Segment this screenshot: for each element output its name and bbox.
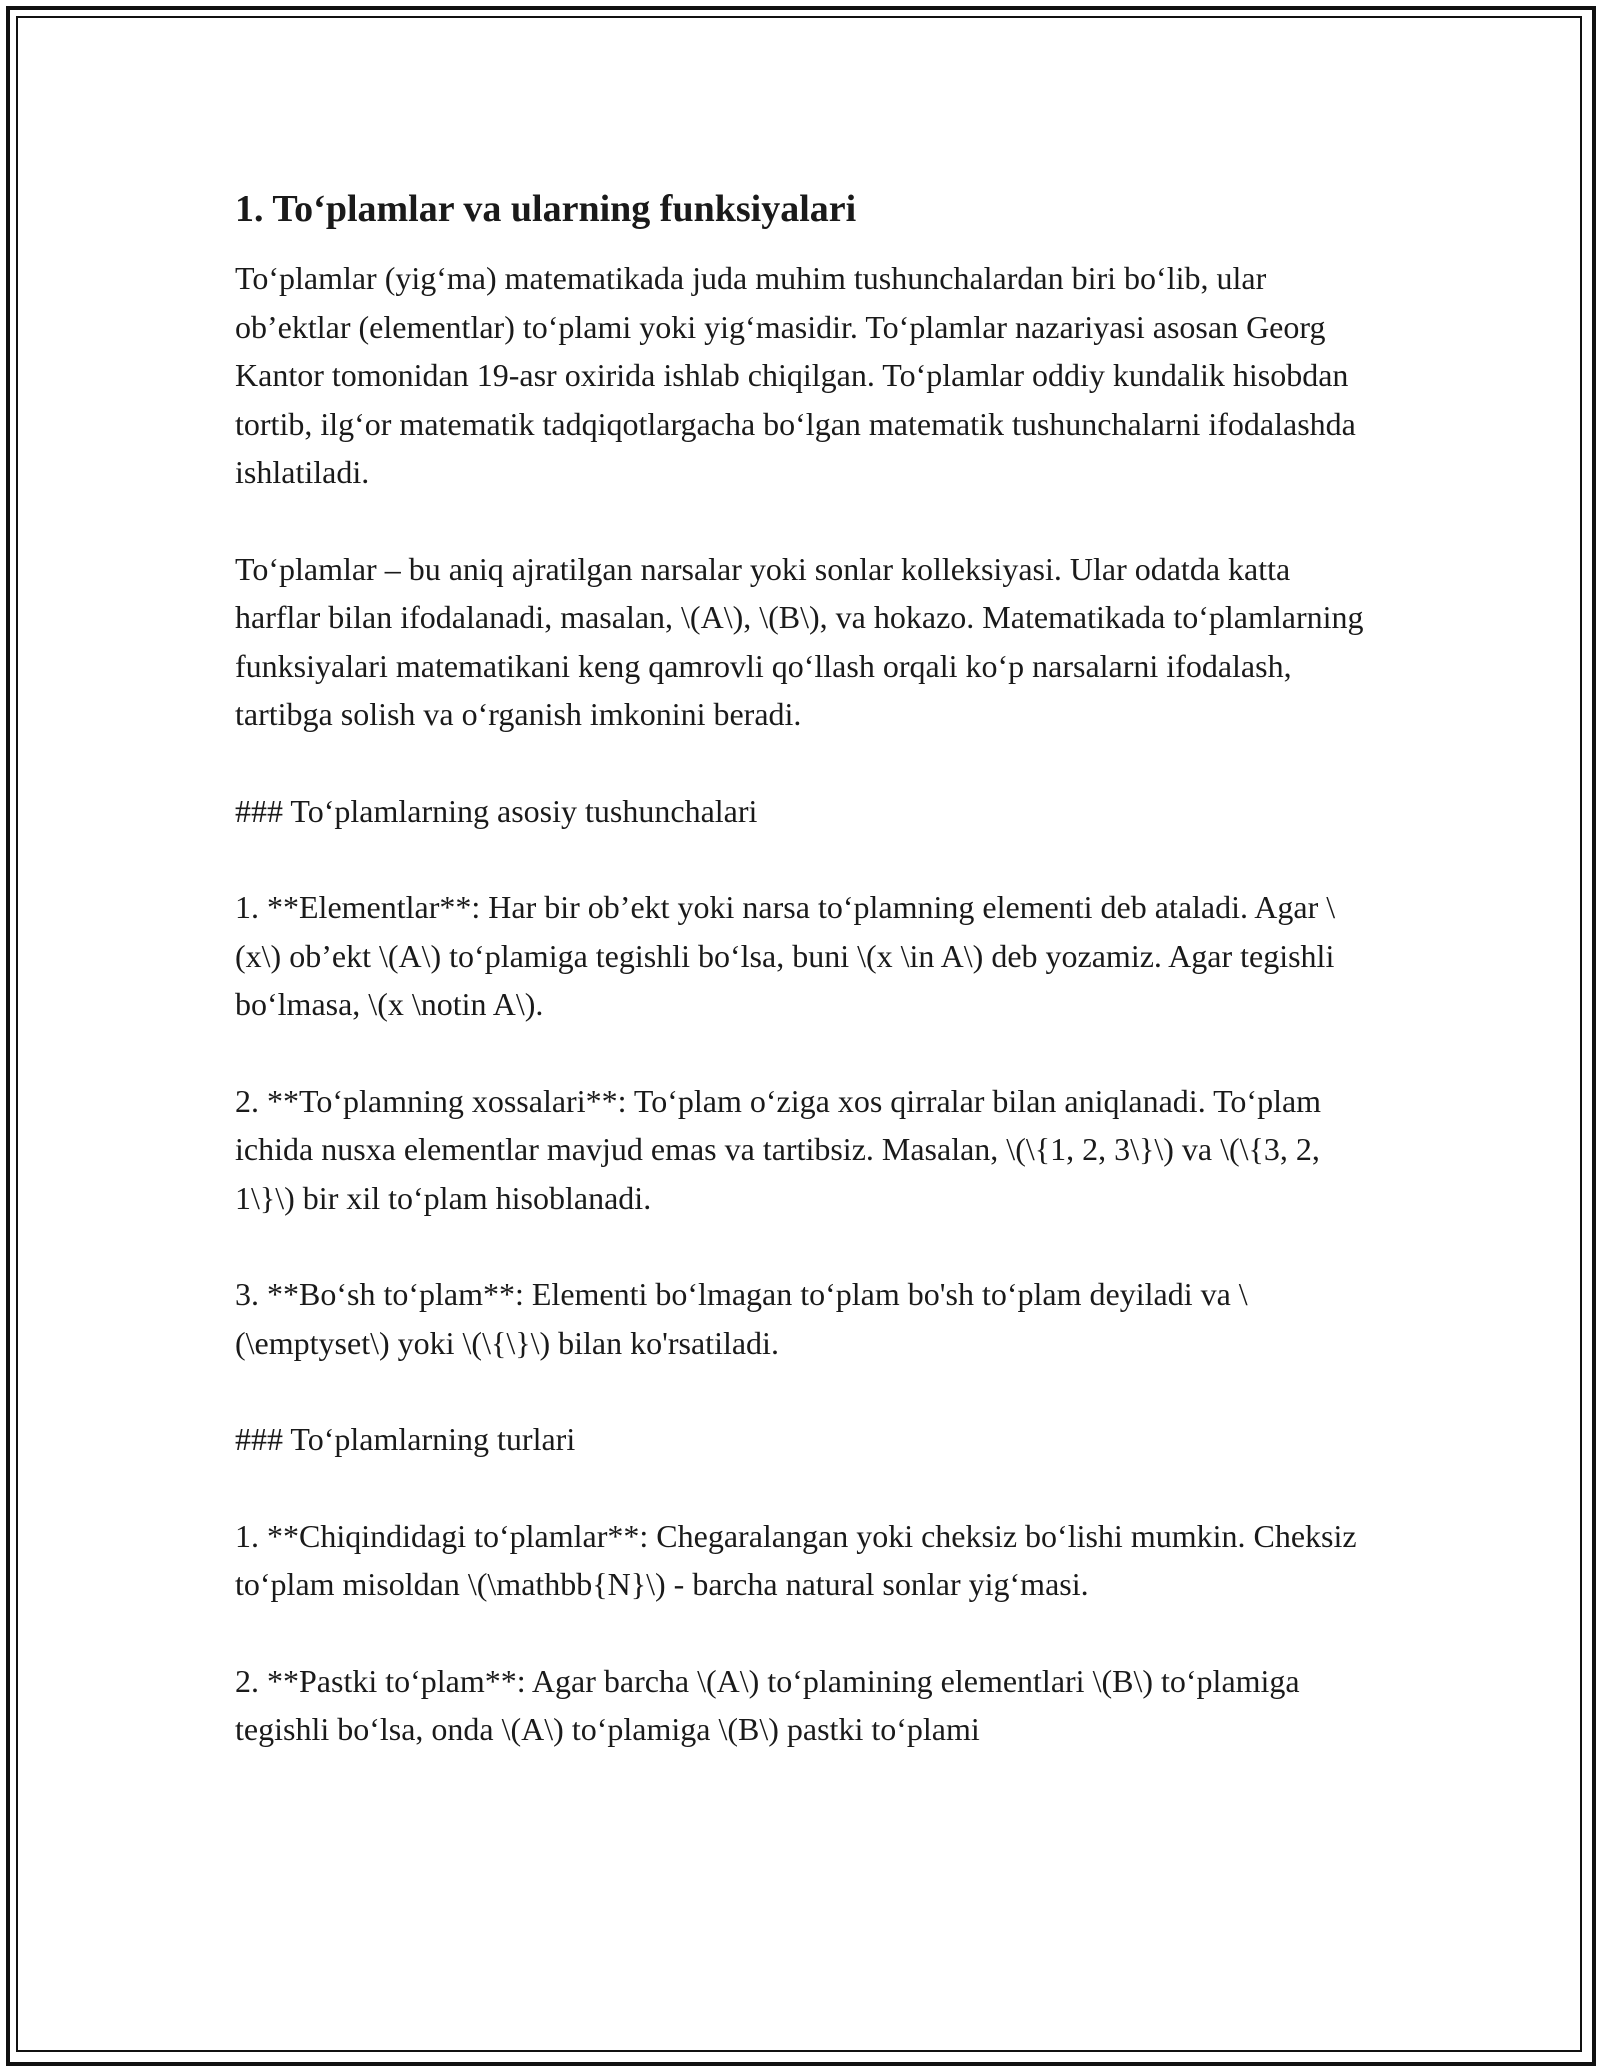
list-item-subset: 2. **Pastki to‘plam**: Agar barcha \(A\) to‘plamining elementlari \(B\) to‘plamiga tegishli bo‘lsa, onda \(A\) to‘plamiga \(B\) pastki to‘plami xyxy=(235,1662,1300,1747)
section-title: 1. To‘plamlar va ularning funksiyalari xyxy=(235,188,857,230)
document-body xyxy=(235,184,1375,1802)
definition-paragraph: To‘plamlar – bu aniq ajratilgan narsalar yoki sonlar kolleksiyasi. Ular odatda katta harflar bilan ifodalanadi, masalan, \(A\), \(B\), va hokazo. Matematikada to‘plamlarning funksiyalari matematikani keng qamrovli qo‘llash orqali ko‘p narsalarni ifodalash, tartibga solish va o‘rganish imkonini beradi. xyxy=(235,550,1364,732)
list-item-finite-infinite: 1. **Chiqindidagi to‘plamlar**: Chegaralangan yoki cheksiz bo‘lishi mumkin. Cheksiz to‘plam misoldan \(\mathbb{N}\) - barcha natural sonlar yig‘masi. xyxy=(235,1517,1357,1602)
list-item-properties: 2. **To‘plamning xossalari**: To‘plam o‘ziga xos qirralar bilan aniqlanadi. To‘plam ichida nusxa elementlar mavjud emas va tartibsiz. Masalan, \(\{1, 2, 3\}\) va \(\{3, 2, 1\}\) bir xil to‘plam hisoblanadi. xyxy=(235,1082,1322,1216)
intro-paragraph: To‘plamlar (yig‘ma) matematikada juda muhim tushunchalardan biri bo‘lib, ular ob’ektlar (elementlar) to‘plami yoki yig‘masidir. To‘plamlar nazariyasi asosan Georg Kantor tomonidan 19-asr oxirida ishlab chiqilgan. To‘plamlar oddiy kundalik hisobdan tortib, ilg‘or matematik tadqiqotlargacha bo‘lgan matematik tushunchalarni ifodalashda ishlatiladi. xyxy=(235,260,1356,490)
list-item-elements: 1. **Elementlar**: Har bir ob’ekt yoki narsa to‘plamning elementi deb ataladi. Agar \(x\) ob’ekt \(A\) to‘plamiga tegishli bo‘lsa, buni \(x \in A\) deb yozamiz. Agar tegishli bo‘lmasa, \(x \notin A\). xyxy=(235,889,1336,1022)
list-item-empty-set: 3. **Bo‘sh to‘plam**: Elementi bo‘lmagan to‘plam bo'sh to‘plam deyiladi va \(\emptyset\) yoki \(\{\}\) bilan ko'rsatiladi. xyxy=(235,1276,1248,1361)
subheading-basic-concepts: ### To‘plamlarning asosiy tushunchalari xyxy=(235,792,758,829)
subheading-set-types: ### To‘plamlarning turlari xyxy=(235,1421,576,1457)
